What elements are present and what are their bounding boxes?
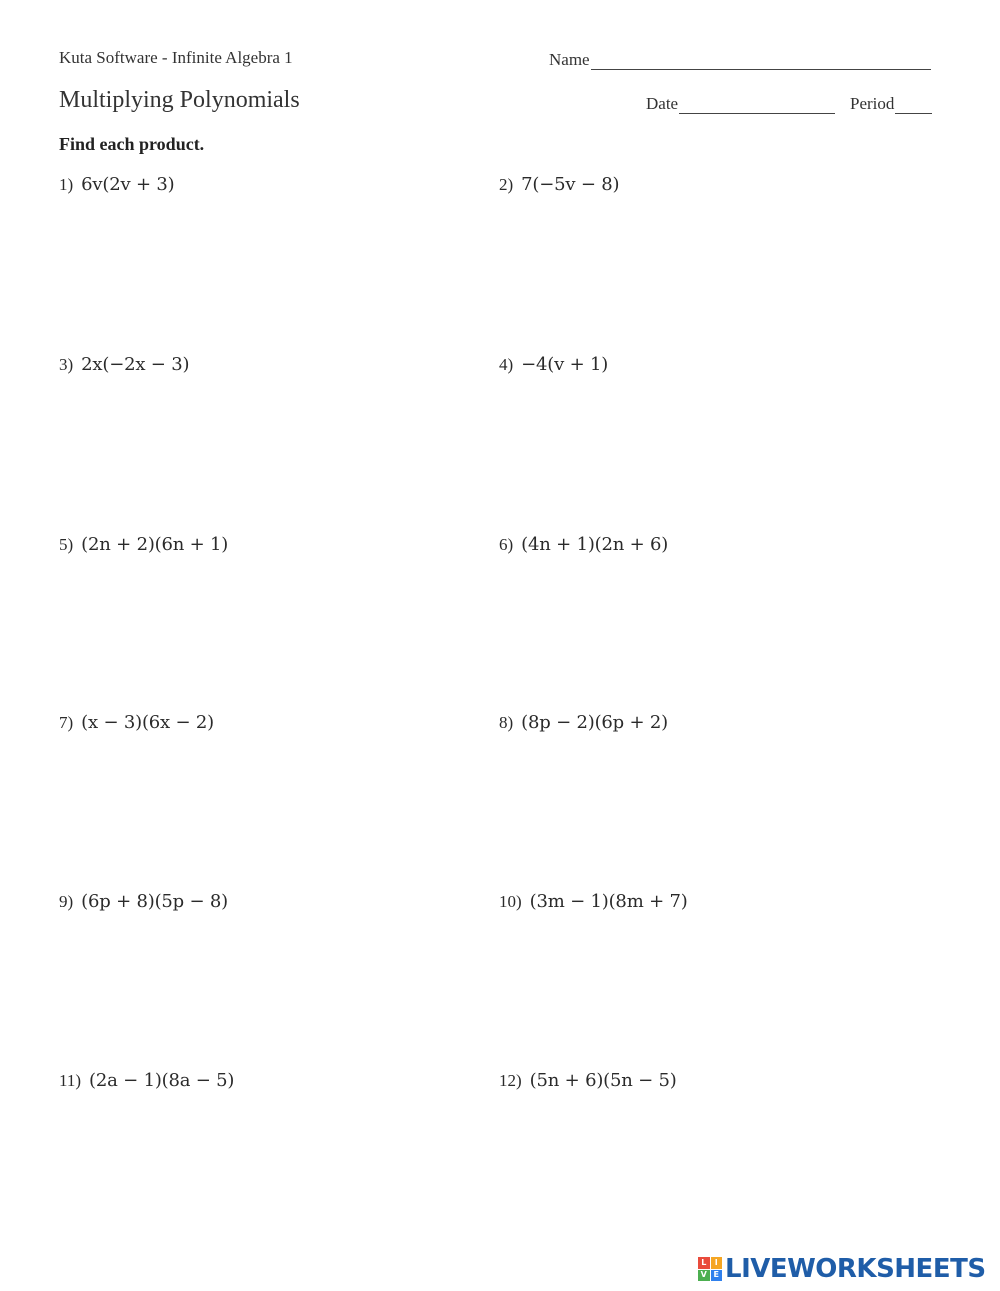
problem-6 xyxy=(499,534,668,555)
problem-expression: (6p + 8)(5p − 8) xyxy=(81,891,228,912)
date-label: Date xyxy=(646,94,679,113)
problem-expression: 7(−5v − 8) xyxy=(521,174,620,195)
liveworksheets-watermark xyxy=(698,1254,986,1284)
problem-number: 11) xyxy=(59,1071,82,1090)
problem-number: 2) xyxy=(499,175,514,194)
problem-number: 10) xyxy=(499,892,522,911)
problem-4 xyxy=(499,354,608,375)
problem-8 xyxy=(499,712,668,733)
instructions: Find each product. xyxy=(59,134,205,154)
date-field[interactable] xyxy=(646,94,835,114)
date-line[interactable] xyxy=(679,99,835,114)
problem-10 xyxy=(499,891,688,912)
problem-expression: (2a − 1)(8a − 5) xyxy=(89,1070,235,1091)
name-label: Name xyxy=(549,50,590,69)
problem-number: 7) xyxy=(59,713,74,732)
period-label: Period xyxy=(850,94,895,113)
source-label: Kuta Software - Infinite Algebra 1 xyxy=(59,48,293,67)
problem-2 xyxy=(499,174,619,195)
logo-tile: E xyxy=(711,1270,723,1282)
liveworksheets-logo-icon xyxy=(698,1257,722,1281)
problem-9 xyxy=(59,891,228,912)
period-line[interactable] xyxy=(895,99,932,114)
problem-3 xyxy=(59,354,189,375)
problem-5 xyxy=(59,534,228,555)
problem-expression: −4(v + 1) xyxy=(521,354,609,375)
logo-tile: V xyxy=(698,1270,710,1282)
problem-expression: (2n + 2)(6n + 1) xyxy=(81,534,229,555)
watermark-text: LIVEWORKSHEETS xyxy=(725,1254,986,1284)
logo-tile: L xyxy=(698,1257,710,1269)
problem-expression: (8p − 2)(6p + 2) xyxy=(521,712,668,733)
logo-tile: I xyxy=(711,1257,723,1269)
problem-expression: (x − 3)(6x − 2) xyxy=(81,712,214,733)
problem-number: 9) xyxy=(59,892,74,911)
problem-number: 4) xyxy=(499,355,514,374)
problem-12 xyxy=(499,1070,677,1091)
problem-expression: (4n + 1)(2n + 6) xyxy=(521,534,669,555)
problem-expression: (5n + 6)(5n − 5) xyxy=(529,1070,677,1091)
problem-number: 8) xyxy=(499,713,514,732)
problem-11 xyxy=(59,1070,234,1091)
period-field[interactable] xyxy=(850,94,932,114)
problem-expression: 6v(2v + 3) xyxy=(81,174,175,195)
problem-number: 5) xyxy=(59,535,74,554)
page-title: Multiplying Polynomials xyxy=(59,87,300,113)
problem-expression: (3m − 1)(8m + 7) xyxy=(529,891,688,912)
name-field[interactable] xyxy=(549,50,931,70)
problem-1 xyxy=(59,174,174,195)
problem-expression: 2x(−2x − 3) xyxy=(81,354,190,375)
name-line[interactable] xyxy=(591,55,931,70)
problem-number: 12) xyxy=(499,1071,522,1090)
problem-number: 3) xyxy=(59,355,74,374)
problem-7 xyxy=(59,712,214,733)
problem-number: 6) xyxy=(499,535,514,554)
problem-number: 1) xyxy=(59,175,74,194)
